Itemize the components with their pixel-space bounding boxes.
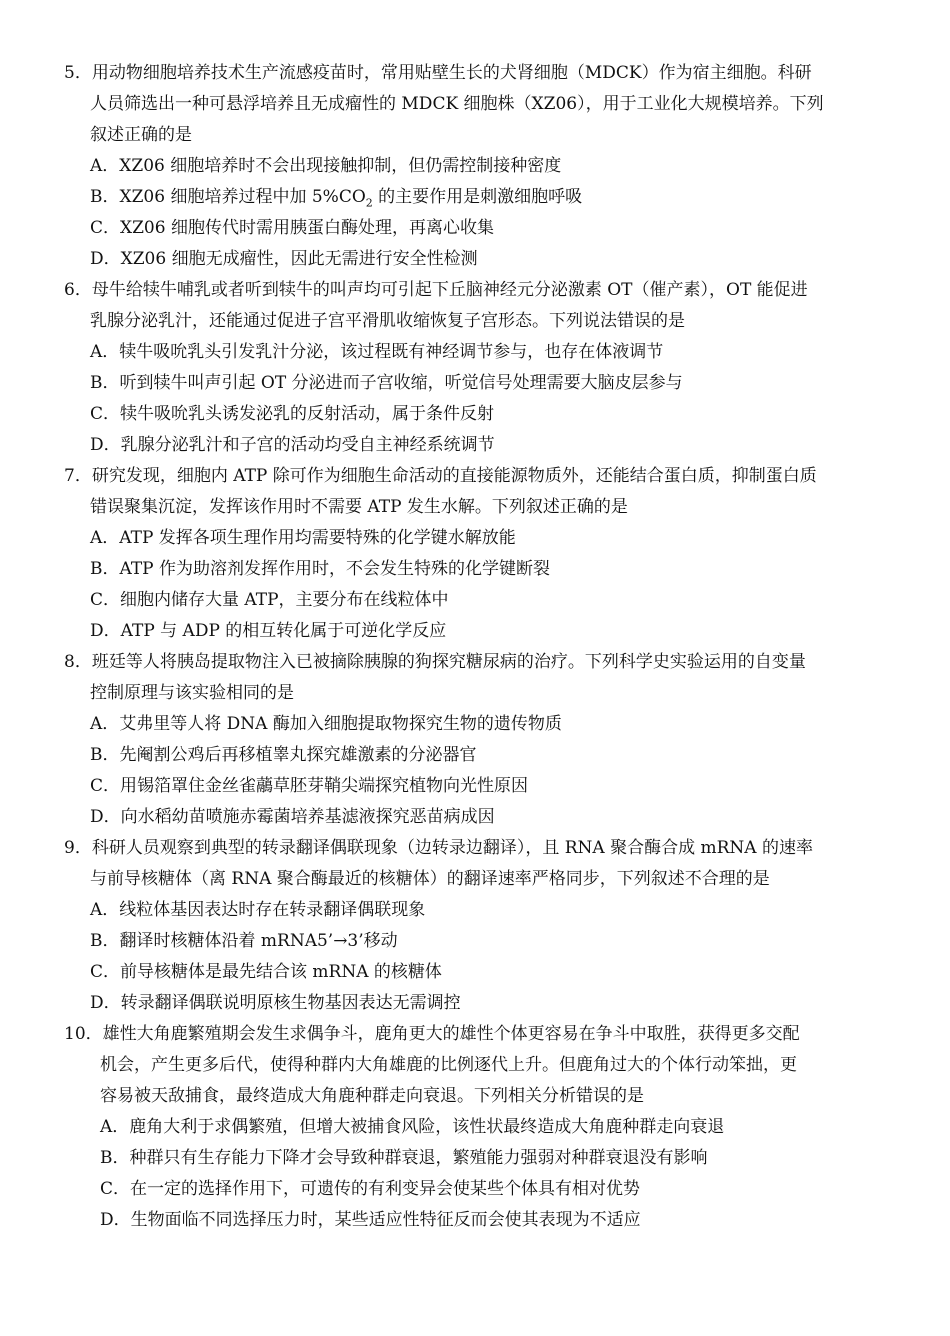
option-c: C．犊牛吸吮乳头诱发泌乳的反射活动，属于条件反射 — [90, 404, 495, 424]
option-text: B．XZ06 细胞培养过程中加 5%CO — [90, 187, 366, 207]
option-b: B．先阉割公鸡后再移植睾丸探究雄激素的分泌器官 — [90, 745, 477, 765]
question-stem-line: 与前导核糖体（离 RNA 聚合酶最近的核糖体）的翻译速率严格同步，下列叙述不合理的是 — [90, 869, 770, 889]
option-b: B．ATP 作为助溶剂发挥作用时，不会发生特殊的化学键断裂 — [90, 559, 551, 579]
option-a: A．鹿角大利于求偶繁殖，但增大被捕食风险，该性状最终造成大角鹿种群走向衰退 — [100, 1117, 725, 1137]
question-9 — [0, 833, 950, 1019]
question-6 — [0, 275, 950, 461]
option-b: B．翻译时核糖体沿着 mRNA5’→3’移动 — [90, 931, 398, 951]
option-d: D．转录翻译偶联说明原核生物基因表达无需调控 — [90, 993, 461, 1013]
question-number: 7． — [64, 466, 92, 486]
question-stem-line — [0, 275, 950, 306]
option-a: A．线粒体基因表达时存在转录翻译偶联现象 — [90, 900, 426, 920]
question-stem-line: 人员筛选出一种可悬浮培养且无成瘤性的 MDCK 细胞株（XZ06），用于工业化大规模培养。下列 — [90, 94, 824, 114]
option-a: A．ATP 发挥各项生理作用均需要特殊的化学键水解放能 — [90, 528, 516, 548]
option-c: C．在一定的选择作用下，可遗传的有利变异会使某些个体具有相对优势 — [100, 1179, 641, 1199]
question-number: 10． — [64, 1024, 103, 1044]
question-stem-line — [0, 1019, 950, 1050]
option-d: D．生物面临不同选择压力时，某些适应性特征反而会使其表现为不适应 — [100, 1210, 641, 1230]
question-number: 5． — [64, 63, 92, 83]
option-a: A．艾弗里等人将 DNA 酶加入细胞提取物探究生物的遗传物质 — [90, 714, 562, 734]
question-number: 9． — [64, 838, 92, 858]
question-stem-line: 错误聚集沉淀，发挥该作用时不需要 ATP 发生水解。下列叙述正确的是 — [90, 497, 628, 517]
option-d: D．XZ06 细胞无成瘤性，因此无需进行安全性检测 — [90, 249, 478, 269]
question-stem-line: 乳腺分泌乳汁，还能通过促进子宫平滑肌收缩恢复子宫形态。下列说法错误的是 — [90, 311, 685, 331]
stem-text: 用动物细胞培养技术生产流感疫苗时，常用贴壁生长的犬肾细胞（MDCK）作为宿主细胞。科研 — [91, 63, 812, 83]
option-c: C．用锡箔罩住金丝雀虉草胚芽鞘尖端探究植物向光性原因 — [90, 776, 529, 796]
option-d: D．向水稻幼苗喷施赤霉菌培养基滤液探究恶苗病成因 — [90, 807, 495, 827]
question-stem-line: 叙述正确的是 — [90, 125, 192, 145]
question-stem-line: 机会，产生更多后代，使得种群内大角雄鹿的比例逐代上升。但鹿角过大的个体行动笨拙，更 — [100, 1055, 797, 1075]
option-c: C．前导核糖体是最先结合该 mRNA 的核糖体 — [90, 962, 442, 982]
stem-text: 母牛给犊牛哺乳或者听到犊牛的叫声均可引起下丘脑神经元分泌激素 OT（催产素），OT 能促进 — [91, 280, 808, 300]
question-stem-line — [0, 647, 950, 678]
option-text: 的主要作用是刺激细胞呼吸 — [372, 187, 583, 207]
subscript: 2 — [365, 196, 373, 210]
question-stem-line: 控制原理与该实验相同的是 — [90, 683, 294, 703]
question-8 — [0, 647, 950, 833]
option-d: D．ATP 与 ADP 的相互转化属于可逆化学反应 — [90, 621, 447, 641]
stem-text: 班廷等人将胰岛提取物注入已被摘除胰腺的狗探究糖尿病的治疗。下列科学史实验运用的自变量 — [91, 652, 806, 672]
option-c: C．细胞内储存大量 ATP，主要分布在线粒体中 — [90, 590, 449, 610]
option-b — [0, 182, 950, 213]
option-a: A．犊牛吸吮乳头引发乳汁分泌，该过程既有神经调节参与，也存在体液调节 — [90, 342, 664, 362]
option-c: C．XZ06 细胞传代时需用胰蛋白酶处理，再离心收集 — [90, 218, 494, 238]
stem-text: 雄性大角鹿繁殖期会发生求偶争斗，鹿角更大的雄性个体更容易在争斗中取胜，获得更多交配 — [102, 1024, 800, 1044]
option-b: B．听到犊牛叫声引起 OT 分泌进而子宫收缩，听觉信号处理需要大脑皮层参与 — [90, 373, 683, 393]
question-stem-line — [0, 461, 950, 492]
question-5 — [0, 58, 950, 275]
question-stem-line — [0, 833, 950, 864]
question-stem-line — [0, 58, 950, 89]
question-number: 6． — [64, 280, 92, 300]
stem-text: 科研人员观察到典型的转录翻译偶联现象（边转录边翻译），且 RNA 聚合酶合成 mRNA 的速率 — [91, 838, 813, 858]
question-10 — [0, 1019, 950, 1236]
exam-page — [0, 58, 950, 1236]
question-stem-line: 容易被天敌捕食，最终造成大角鹿种群走向衰退。下列相关分析错误的是 — [100, 1086, 644, 1106]
question-number: 8． — [64, 652, 92, 672]
option-d: D．乳腺分泌乳汁和子宫的活动均受自主神经系统调节 — [90, 435, 495, 455]
question-7 — [0, 461, 950, 647]
stem-text: 研究发现，细胞内 ATP 除可作为细胞生命活动的直接能源物质外，还能结合蛋白质，抑制蛋白质 — [91, 466, 817, 486]
option-b: B．种群只有生存能力下降才会导致种群衰退，繁殖能力强弱对种群衰退没有影响 — [100, 1148, 708, 1168]
option-a: A．XZ06 细胞培养时不会出现接触抑制，但仍需控制接种密度 — [90, 156, 562, 176]
